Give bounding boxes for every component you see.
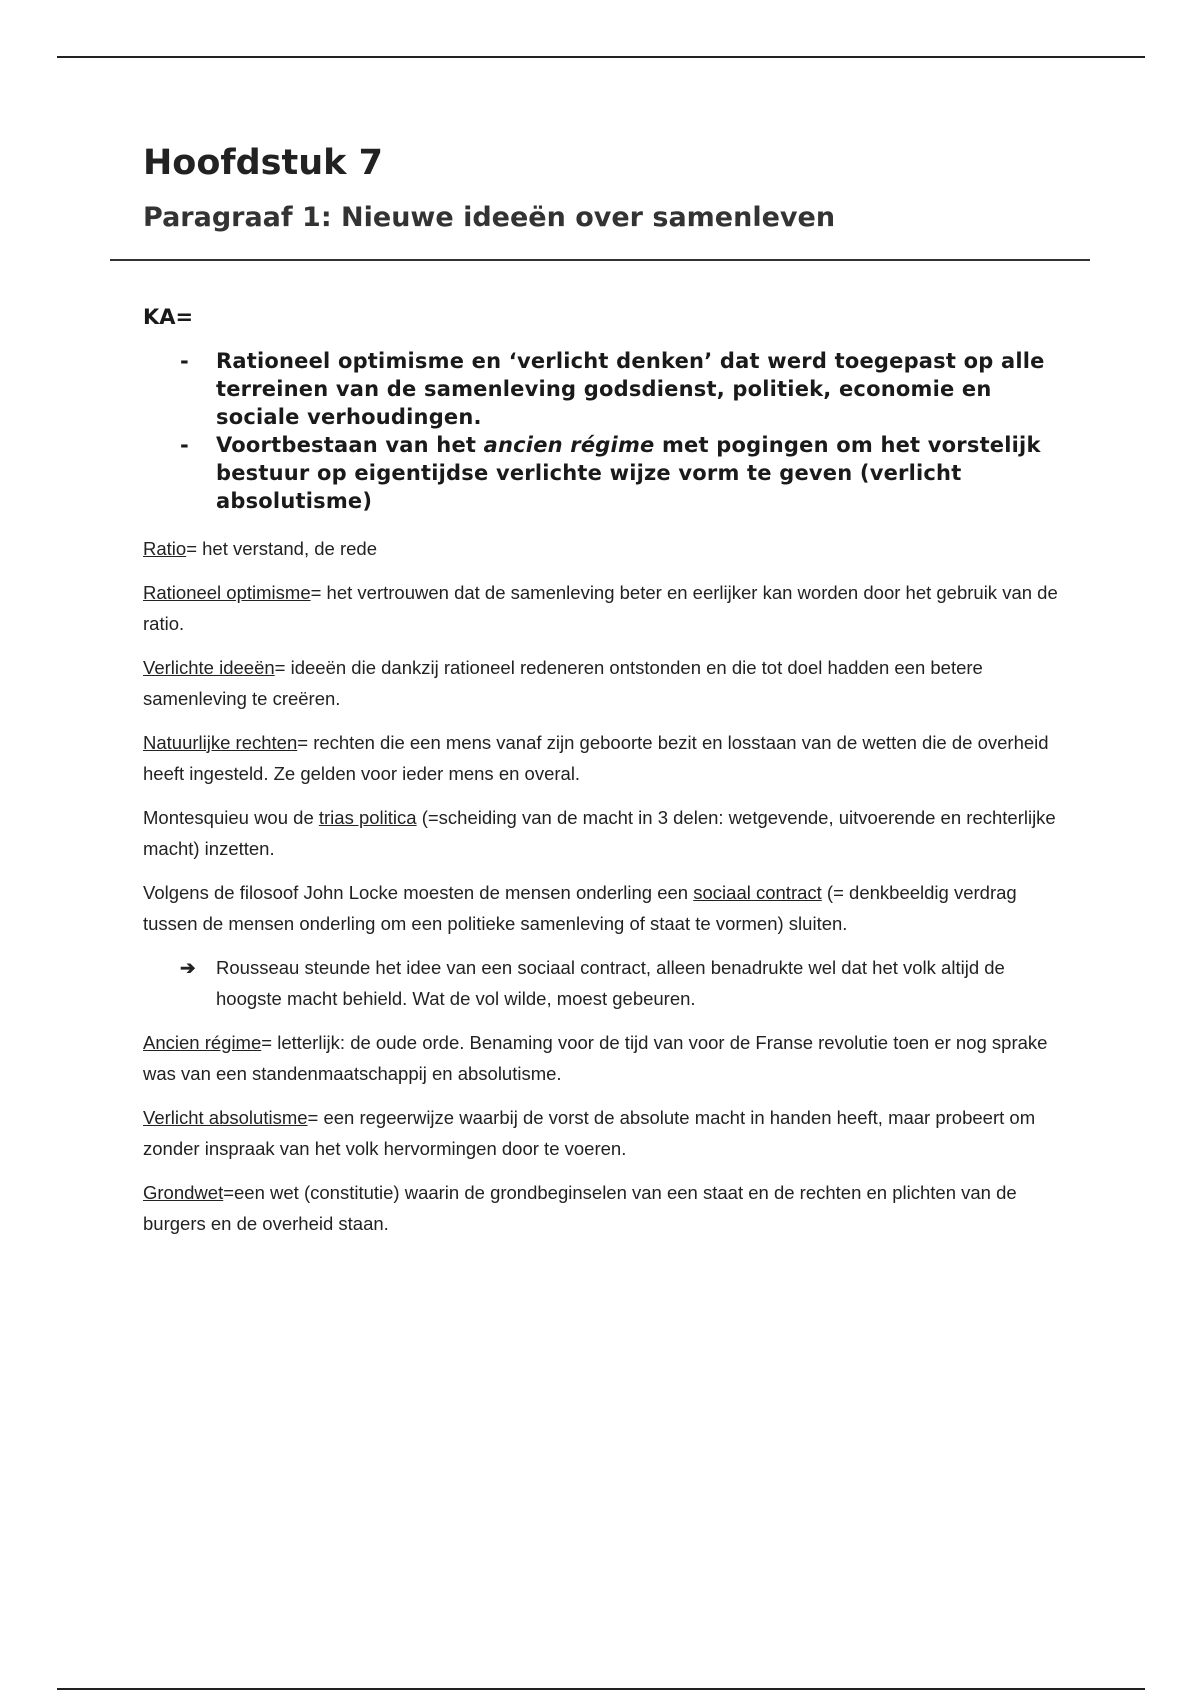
term: Verlichte ideeën <box>143 657 275 678</box>
paragraph-rousseau <box>143 952 1063 1014</box>
definition-verlicht-absolutisme <box>143 1102 1063 1164</box>
paragraph-text: Rousseau steunde het idee van een sociaal contract, alleen benadrukte wel dat het volk altijd de hoogste macht behield. Wat de vol wilde, moest gebeuren. <box>216 957 1005 1009</box>
definition-rationeel-optimisme <box>143 577 1063 639</box>
term: Ratio <box>143 538 187 559</box>
ka-item <box>143 347 1063 431</box>
definition-natuurlijke-rechten <box>143 727 1063 789</box>
ka-item-text-after: met pogingen om het vorstelijk bestuur op eigentijdse verlichte wijze vorm te geven (verlicht absolutisme) <box>216 433 1041 513</box>
title-underline <box>110 259 1090 261</box>
definition-text: = ideeën die dankzij rationeel redeneren ontstonden en die tot doel hadden een betere samenleving te creëren. <box>143 657 983 709</box>
definition-text: = het vertrouwen dat de samenleving beter en eerlijker kan worden door het gebruik van de ratio. <box>143 582 1058 634</box>
definition-text: = letterlijk: de oude orde. Benaming voor de tijd van voor de Franse revolutie toen er nog sprake was van een standenmaatschappij en absolutisme. <box>143 1032 1048 1084</box>
ka-item <box>143 431 1063 515</box>
definition-text: = een regeerwijze waarbij de vorst de absolute macht in handen heeft, maar probeert om zonder inspraak van het volk hervormingen door te voeren. <box>143 1107 1036 1159</box>
ka-item-text: Rationeel optimisme en ‘verlicht denken’ dat werd toegepast op alle terreinen van de samenleving godsdienst, politiek, economie en sociale verhoudingen. <box>216 349 1045 429</box>
definition-ancien-regime <box>143 1027 1063 1089</box>
bullet-dash: - <box>180 433 189 457</box>
header-rule <box>57 56 1145 58</box>
page-title: Hoofdstuk 7 <box>143 143 383 183</box>
ka-label: KA= <box>143 305 194 329</box>
page-subtitle: Paragraaf 1: Nieuwe ideeën over samenleven <box>143 202 836 233</box>
term: Grondwet <box>143 1182 224 1203</box>
paragraph-text-after: (= denkbeeldig verdrag tussen de mensen onderling om een politieke samenleving of staat te vormen) sluiten. <box>143 882 1017 934</box>
ka-item-italic: ancien régime <box>483 433 655 457</box>
definitions-body <box>143 533 1063 1252</box>
ka-list <box>143 347 1063 515</box>
ka-section <box>143 305 1063 515</box>
footer-rule <box>57 1688 1145 1690</box>
definition-grondwet <box>143 1177 1063 1239</box>
paragraph-text-before: Montesquieu wou de <box>143 807 319 828</box>
heading-block <box>143 138 1063 238</box>
definition-verlichte-ideeen <box>143 652 1063 714</box>
definition-text: = rechten die een mens vanaf zijn geboorte bezit en losstaan van de wetten die de overheid heeft ingesteld. Ze gelden voor ieder mens en overal. <box>143 732 1049 784</box>
term: sociaal contract <box>693 882 822 903</box>
term: trias politica <box>318 807 417 828</box>
paragraph-montesquieu <box>143 802 1063 864</box>
arrow-right-icon: ➔ <box>180 957 196 978</box>
term: Ancien régime <box>143 1032 262 1053</box>
paragraph-text-after: (=scheiding van de macht in 3 delen: wetgevende, uitvoerende en rechterlijke macht) inzetten. <box>143 807 1056 859</box>
ka-item-text-before: Voortbestaan van het <box>216 433 484 457</box>
term: Rationeel optimisme <box>143 582 311 603</box>
bullet-dash: - <box>180 349 189 373</box>
term: Verlicht absolutisme <box>143 1107 308 1128</box>
definition-text: =een wet (constitutie) waarin de grondbeginselen van een staat en de rechten en plichten van de burgers en de overheid staan. <box>143 1182 1017 1234</box>
definition-ratio <box>143 533 1063 564</box>
paragraph-locke <box>143 877 1063 939</box>
term: Natuurlijke rechten <box>143 732 298 753</box>
paragraph-text-before: Volgens de filosoof John Locke moesten de mensen onderling een <box>143 882 694 903</box>
definition-text: = het verstand, de rede <box>186 538 377 559</box>
